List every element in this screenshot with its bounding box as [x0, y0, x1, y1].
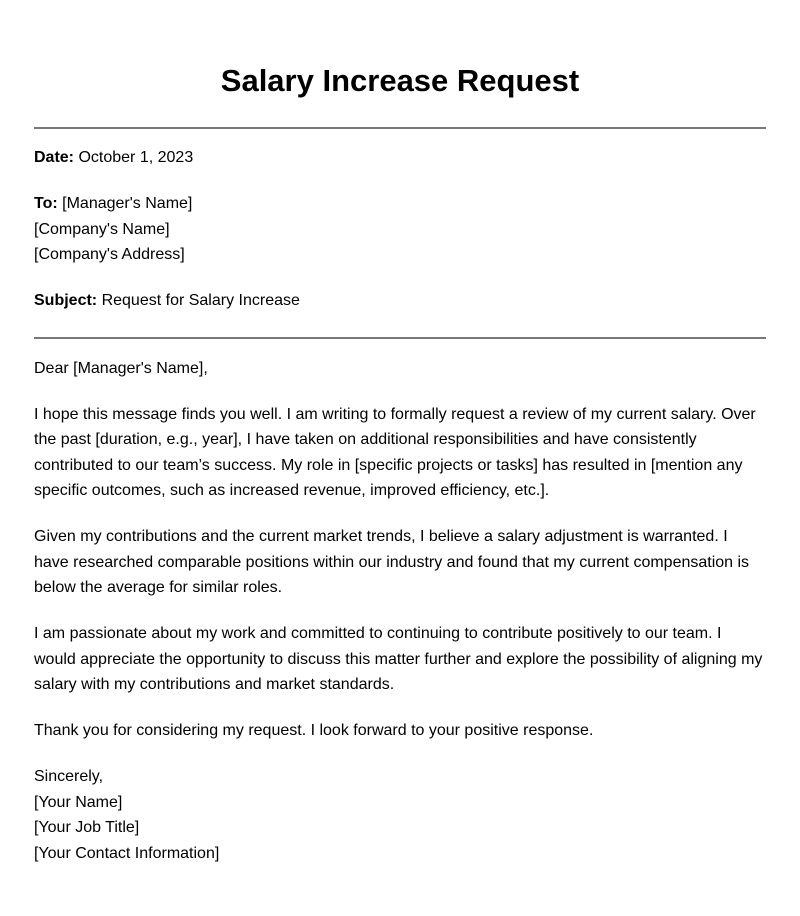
- to-line: [34, 191, 766, 217]
- body-paragraph-2: Given my contributions and the current market trends, I believe a salary adjustment is warranted. I have researched comparable positions within our industry and found that my current compensation is below the average for similar roles.: [34, 528, 750, 596]
- date-value: October 1, 2023: [78, 149, 194, 166]
- body-paragraph-4: Thank you for considering my request. I look forward to your positive response.: [34, 722, 594, 739]
- body-paragraph-1: I hope this message finds you well. I am writing to formally request a review of my current salary. Over the past [duration, e.g., year], I have taken on additional responsibilities and have consistently contributed to our team’s success. My role in [specific projects or tasks] has resulted in [mention any specific outcomes, such as increased revenue, improved efficiency, etc.].: [34, 405, 756, 499]
- to-value: [Manager's Name]: [62, 195, 193, 212]
- letter-body: [34, 356, 766, 867]
- signature-name: [Your Name]: [34, 793, 123, 811]
- date-label: Date:: [34, 149, 75, 166]
- document-title: Salary Increase Request: [220, 63, 580, 98]
- subject-line: [34, 288, 766, 314]
- closing: Sincerely,: [34, 768, 104, 785]
- date-line: [34, 145, 766, 171]
- top-divider: [34, 127, 766, 129]
- letter-header: [34, 145, 766, 314]
- body-paragraph-3: I am passionate about my work and committed to continuing to contribute positively to our team. I would appreciate the opportunity to discuss this matter further and explore the possibility of aligning my salary with my contributions and market standards.: [34, 625, 763, 693]
- to-label: To:: [34, 195, 58, 212]
- signature-job-title: [Your Job Title]: [34, 819, 140, 836]
- signature-contact: [Your Contact Information]: [34, 844, 220, 862]
- company-name-line: [Company's Name]: [34, 220, 170, 238]
- middle-divider: [34, 337, 766, 339]
- subject-label: Subject:: [34, 292, 98, 309]
- company-address-line: [Company's Address]: [34, 246, 185, 263]
- salutation: Dear [Manager's Name],: [34, 359, 208, 377]
- subject-value: Request for Salary Increase: [101, 292, 300, 309]
